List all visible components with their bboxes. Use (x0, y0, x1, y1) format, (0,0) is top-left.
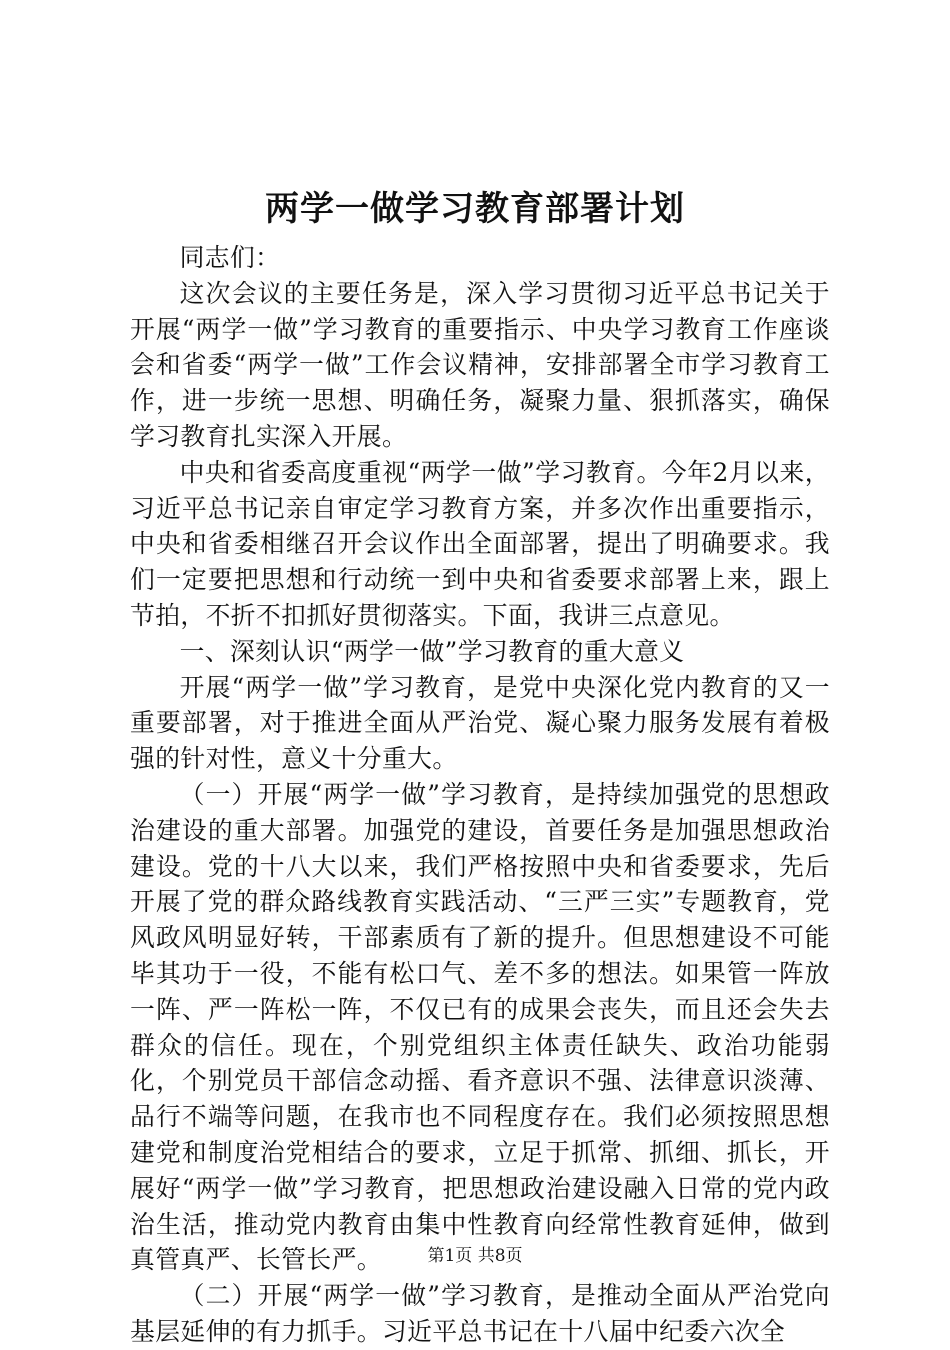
paragraph-point-1: （一）开展“两学一做”学习教育，是持续加强党的思想政治建设的重大部署。加强党的建设，首要任务是加强思想政治建设。党的十八大以来，我们严格按照中央和省委要求，先后开展了党的群众路线教育实践活动、“三严三实”专题教育，党风政风明显好转，干部素质有了新的提升。但思想建设不可能毕其功于一役，不能有松口气、差不多的想法。如果管一阵放一阵、严一阵松一阵，不仅已有的成果会丧失，而且还会失去群众的信任。现在，个别党组织主体责任缺失、政治功能弱化，个别党员干部信念动摇、看齐意识不强、法律意识淡薄、品行不端等问题，在我市也不同程度存在。我们必须按照思想建党和制度治党相结合的要求，立足于抓常、抓细、抓长，开展好“两学一做”学习教育，把思想政治建设融入日常的党内政治生活，推动党内教育由集中性教育向经常性教育延伸，做到真管真严、长管长严。 (130, 779, 830, 1275)
salutation: 同志们： (179, 243, 281, 272)
paragraph-significance: 开展“两学一做”学习教育，是党中央深化党内教育的又一重要部署，对于推进全面从严治党、凝心聚力服务发展有着极强的针对性，意义十分重大。 (130, 672, 830, 774)
document-title: 两学一做学习教育部署计划 (265, 189, 685, 229)
page-indicator: 第1页 共8页 (427, 1246, 523, 1266)
paragraph-intro: 这次会议的主要任务是，深入学习贯彻习近平总书记关于开展“两学一做”学习教育的重要指示、中央学习教育工作座谈会和省委“两学一做”工作会议精神，安排部署全市学习教育工作，进一步统一思想、明确任务，凝聚力量、狠抓落实，确保学习教育扎实深入开展。 (130, 278, 830, 451)
section-heading-1: 一、深刻认识“两学一做”学习教育的重大意义 (179, 636, 685, 666)
document-body (130, 240, 830, 1350)
paragraph-background: 中央和省委高度重视“两学一做”学习教育。今年2月以来，习近平总书记亲自审定学习教育方案，并多次作出重要指示，中央和省委相继召开会议作出全面部署，提出了明确要求。我们一定要把思想和行动统一到中央和省委要求部署上来，跟上节拍，不折不扣抓好贯彻落实。下面，我讲三点意见。 (130, 457, 830, 630)
paragraph-point-2: （二）开展“两学一做”学习教育，是推动全面从严治党向基层延伸的有力抓手。习近平总书记在十八届中纪委六次全 (130, 1281, 830, 1346)
